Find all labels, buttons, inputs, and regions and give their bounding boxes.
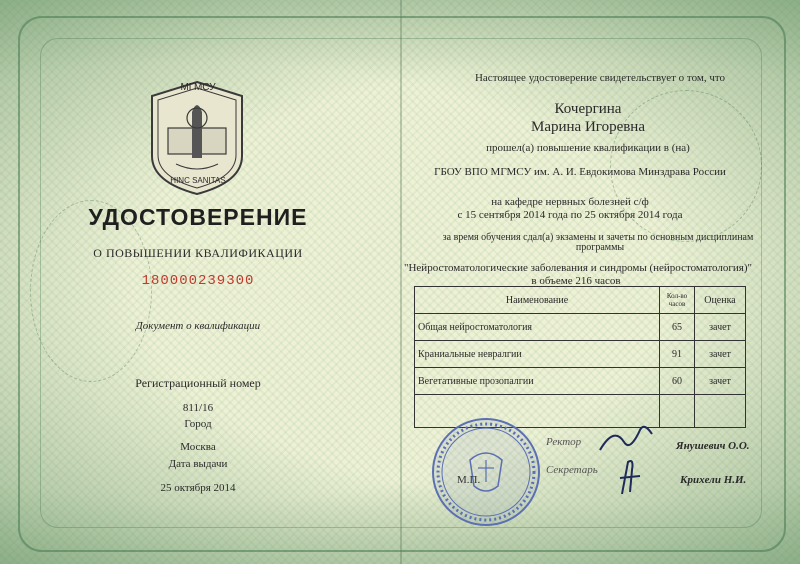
reg-number-label: Регистрационный номер [135,376,261,390]
col-header-grade: Оценка [695,287,746,314]
official-seal [430,416,542,528]
page-fold [400,0,402,564]
table-row [415,368,746,395]
study-period: с 15 сентября 2014 года по 25 октября 2014 года [457,209,683,221]
secretary-name: Крихели Н.И. [680,474,747,486]
reg-number-value: 811/16 [182,402,214,414]
serial-number: 180000239300 [141,273,255,289]
city-label: Город [184,418,212,430]
city-value: Москва [180,441,216,453]
table-row [415,341,746,368]
discipline-grade: зачет [695,341,746,368]
certificate-subtitle: О ПОВЫШЕНИИ КВАЛИФИКАЦИИ [93,246,303,260]
empty-cell [660,395,695,428]
seal-mark: М.П. [457,474,481,486]
discipline-hours: 60 [660,368,695,395]
rector-name: Янушевич О.О. [676,440,750,452]
col-header-name: Наименование [415,287,660,314]
table-header-row [415,287,746,314]
exams-text-2: программы [575,242,625,253]
discipline-name: Общая нейростоматология [415,314,660,341]
department: на кафедре нервных болезней с/ф [491,196,649,208]
certificate-title: УДОСТОВЕРЕНИЕ [88,204,308,230]
issue-date-value: 25 октября 2014 [160,482,236,494]
emblem-top-text: МГМСУ [180,82,216,93]
organization: ГБОУ ВПО МГМСУ им. А. И. Евдокимова Минздрава России [434,166,726,178]
passed-text: прошел(а) повышение квалификации в (на) [486,142,690,154]
secretary-label: Секретарь [546,464,598,476]
discipline-name: Краниальные невралгии [415,341,660,368]
document-type: Документ о квалификации [135,320,261,332]
program-hours: в объеме 216 часов [531,275,621,287]
empty-cell [695,395,746,428]
issue-date-label: Дата выдачи [168,458,228,470]
secretary-signature [610,456,650,498]
rector-signature [596,420,656,456]
discipline-grade: зачет [695,314,746,341]
intro-text: Настоящее удостоверение свидетельствует о том, что [474,72,726,84]
emblem-motto: HINC SANITAS [170,176,226,185]
discipline-hours: 65 [660,314,695,341]
disciplines-table [414,286,746,428]
rector-label: Ректор [546,436,582,448]
discipline-name: Вегетативные прозопалгии [415,368,660,395]
discipline-hours: 91 [660,341,695,368]
exams-text: за время обучения сдал(а) экзамены и зачеты по основным дисциплинам [442,232,754,243]
discipline-grade: зачет [695,368,746,395]
table-row [415,314,746,341]
col-header-hours: Кол-во часов [660,287,695,314]
holder-surname: Кочергина [554,101,622,117]
holder-name: Марина Игоревна [531,119,645,135]
program-title: "Нейростоматологические заболевания и синдромы (нейростоматология)" [403,262,753,274]
